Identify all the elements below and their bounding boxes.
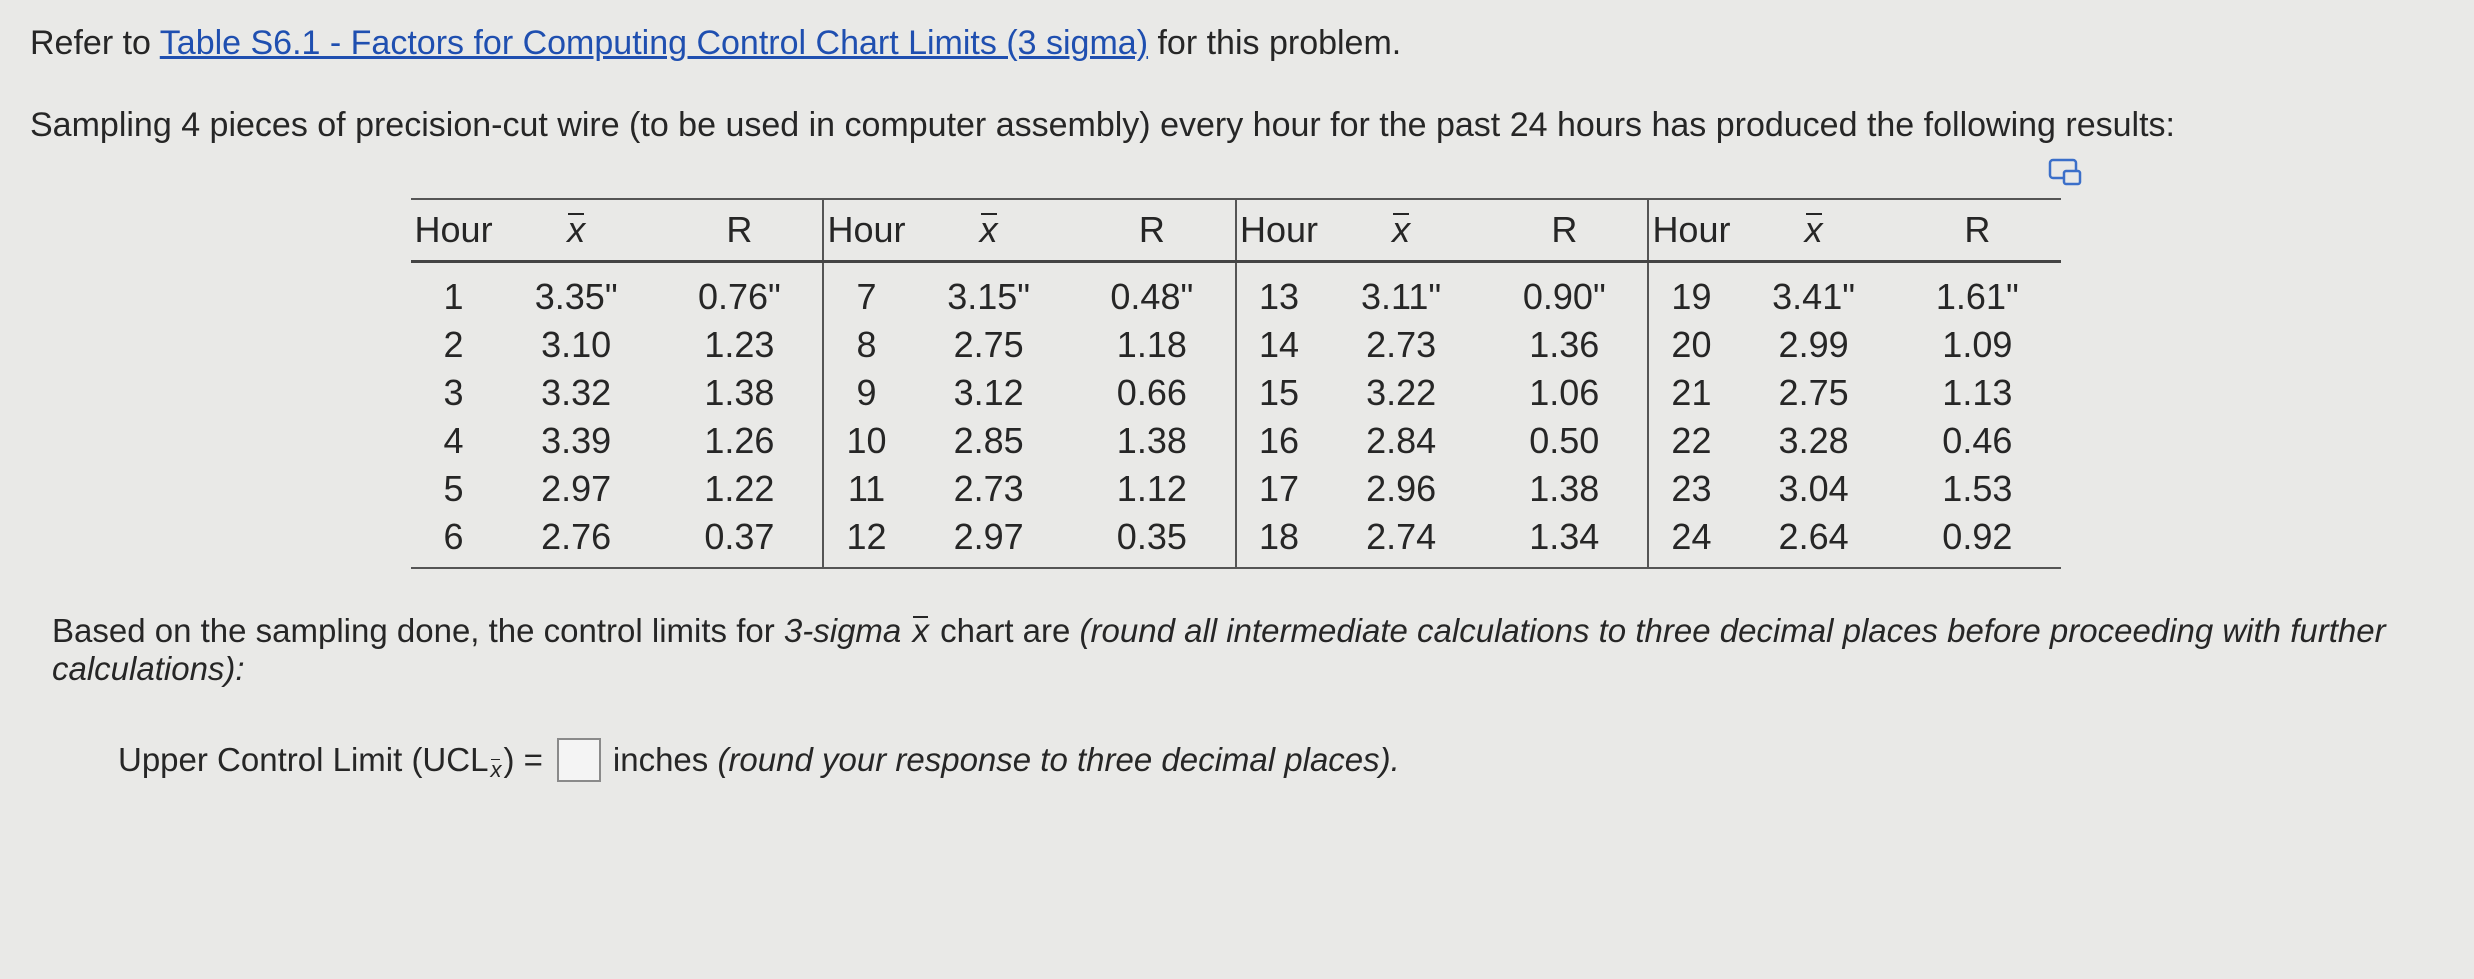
table-row (411, 513, 2061, 568)
table-cell: 11 (823, 465, 908, 513)
table-cell: 3.41" (1772, 276, 1856, 317)
table-cell: 3.12 (953, 372, 1024, 413)
column-header: R (656, 199, 823, 262)
table-cell: 24 (1648, 513, 1733, 568)
ucl-row (118, 738, 1400, 782)
column-header: R (1069, 199, 1236, 262)
table-row (411, 321, 2061, 369)
table-cell: 10 (823, 417, 908, 465)
column-header: R (1894, 199, 2061, 262)
table-cell: 2.76 (496, 513, 656, 568)
table-cell: 1.18 (1116, 324, 1187, 365)
table-cell: 0.48" (1110, 276, 1194, 317)
table-cell: 18 (1236, 513, 1321, 568)
table-cell: 1.38 (1529, 468, 1600, 509)
question-xbar: x (912, 612, 929, 649)
table-cell: 1.38 (1116, 420, 1187, 461)
table-cell: 2.85 (953, 420, 1024, 461)
table-cell: 3.32 (541, 372, 612, 413)
reference-suffix: for this problem. (1148, 24, 1402, 62)
ucl-answer-input[interactable] (557, 738, 601, 782)
table-cell: 2.75 (1778, 372, 1849, 413)
table-cell: 12 (823, 513, 908, 568)
table-cell: 1.34 (1481, 513, 1648, 568)
table-cell: 2.97 (541, 468, 612, 509)
table-cell: 3.04 (1778, 468, 1849, 509)
table-cell: 3.39 (541, 420, 612, 461)
column-header: Hour (823, 199, 908, 262)
table-cell: 2.73 (953, 468, 1024, 509)
table-cell: 2.73 (1366, 324, 1437, 365)
table-cell: 2.74 (1321, 513, 1481, 568)
table-cell: 0.92 (1894, 513, 2061, 568)
table-cell: 13 (1236, 262, 1321, 322)
table-cell: 16 (1236, 417, 1321, 465)
table-cell: 1.22 (704, 468, 775, 509)
table-row (411, 465, 2061, 513)
table-s6-1-link[interactable]: Table S6.1 - Factors for Computing Control Chart Limits (3 sigma) (159, 24, 1149, 62)
table-cell: 1.12 (1116, 468, 1187, 509)
table-header-row (411, 199, 2061, 262)
table-cell: 2.99 (1778, 324, 1849, 365)
table-cell: 1.13 (1942, 372, 2013, 413)
table-cell: 1.61" (1935, 276, 2019, 317)
reference-line (30, 24, 1401, 63)
column-header: x (1321, 199, 1481, 262)
table-cell: 7 (823, 262, 908, 322)
table-cell: 2 (443, 324, 464, 365)
table-cell: 1.09 (1942, 324, 2013, 365)
table-cell: 3.10 (541, 324, 612, 365)
table-cell: 2.97 (909, 513, 1069, 568)
question-text (52, 612, 2432, 688)
ucl-label-prefix: Upper Control Limit (UCL (118, 741, 489, 778)
ucl-unit: inches (612, 741, 709, 778)
table-cell: 1.23 (704, 324, 775, 365)
expand-table-icon[interactable] (2048, 158, 2082, 186)
table-cell: 4 (443, 420, 464, 461)
table-row (411, 262, 2061, 322)
table-row (411, 369, 2061, 417)
reference-prefix: Refer to (30, 24, 160, 62)
column-header: x (496, 199, 656, 262)
table-cell: 1.06 (1529, 372, 1600, 413)
ucl-label-suffix: ) = (503, 741, 543, 778)
table-cell: 0.46 (1942, 420, 2013, 461)
question-part-1: Based on the sampling done, the control limits for (52, 612, 784, 649)
table-cell: 0.50 (1529, 420, 1600, 461)
table-cell: 6 (411, 513, 496, 568)
question-rounding-note: (round all intermediate calculations to three decimal places before proceeding with further calculations): (52, 612, 2386, 687)
table-cell: 5 (443, 468, 464, 509)
column-header: x (1734, 199, 1894, 262)
table-cell: 2.64 (1734, 513, 1894, 568)
table-cell: 21 (1648, 369, 1733, 417)
problem-text: Sampling 4 pieces of precision-cut wire (to be used in computer assembly) every hour for the past 24 hours has produced the following results: (30, 106, 2175, 144)
sampling-results-table (411, 198, 2061, 569)
column-header: Hour (411, 199, 496, 262)
table-cell: 1.36 (1529, 324, 1600, 365)
table-cell: 3.15" (947, 276, 1031, 317)
table-cell: 3.22 (1366, 372, 1437, 413)
table-cell: 9 (823, 369, 908, 417)
table-cell: 0.76" (697, 276, 781, 317)
table-cell: 23 (1648, 465, 1733, 513)
table-cell: 0.90" (1522, 276, 1606, 317)
table-cell: 1.53 (1942, 468, 2013, 509)
table-cell: 3.35" (534, 276, 618, 317)
table-cell: 20 (1648, 321, 1733, 369)
table-cell: 2.84 (1366, 420, 1437, 461)
column-header: R (1481, 199, 1648, 262)
table-cell: 19 (1648, 262, 1733, 322)
table-cell: 17 (1236, 465, 1321, 513)
table-cell: 3.28 (1778, 420, 1849, 461)
table-cell: 1.38 (704, 372, 775, 413)
question-sigma: 3-sigma (783, 612, 902, 649)
table-cell: 3.11" (1361, 276, 1442, 317)
table-cell: 2.75 (953, 324, 1024, 365)
table-cell: 0.37 (656, 513, 823, 568)
table-cell: 0.66 (1116, 372, 1187, 413)
table-cell: 1.26 (704, 420, 775, 461)
table-cell: 8 (823, 321, 908, 369)
question-part-2: chart are (930, 612, 1080, 649)
ucl-rounding-note: (round your response to three decimal places). (717, 741, 1400, 778)
table-cell: 22 (1648, 417, 1733, 465)
table-cell: 14 (1236, 321, 1321, 369)
table-cell: 3 (443, 372, 464, 413)
column-header: Hour (1236, 199, 1321, 262)
table-cell: 15 (1236, 369, 1321, 417)
column-header: x (909, 199, 1069, 262)
table-cell: 0.35 (1069, 513, 1236, 568)
table-cell: 1 (443, 276, 464, 317)
ucl-subscript: x (490, 757, 502, 782)
table-row (411, 417, 2061, 465)
table-cell: 2.96 (1366, 468, 1437, 509)
column-header: Hour (1648, 199, 1733, 262)
